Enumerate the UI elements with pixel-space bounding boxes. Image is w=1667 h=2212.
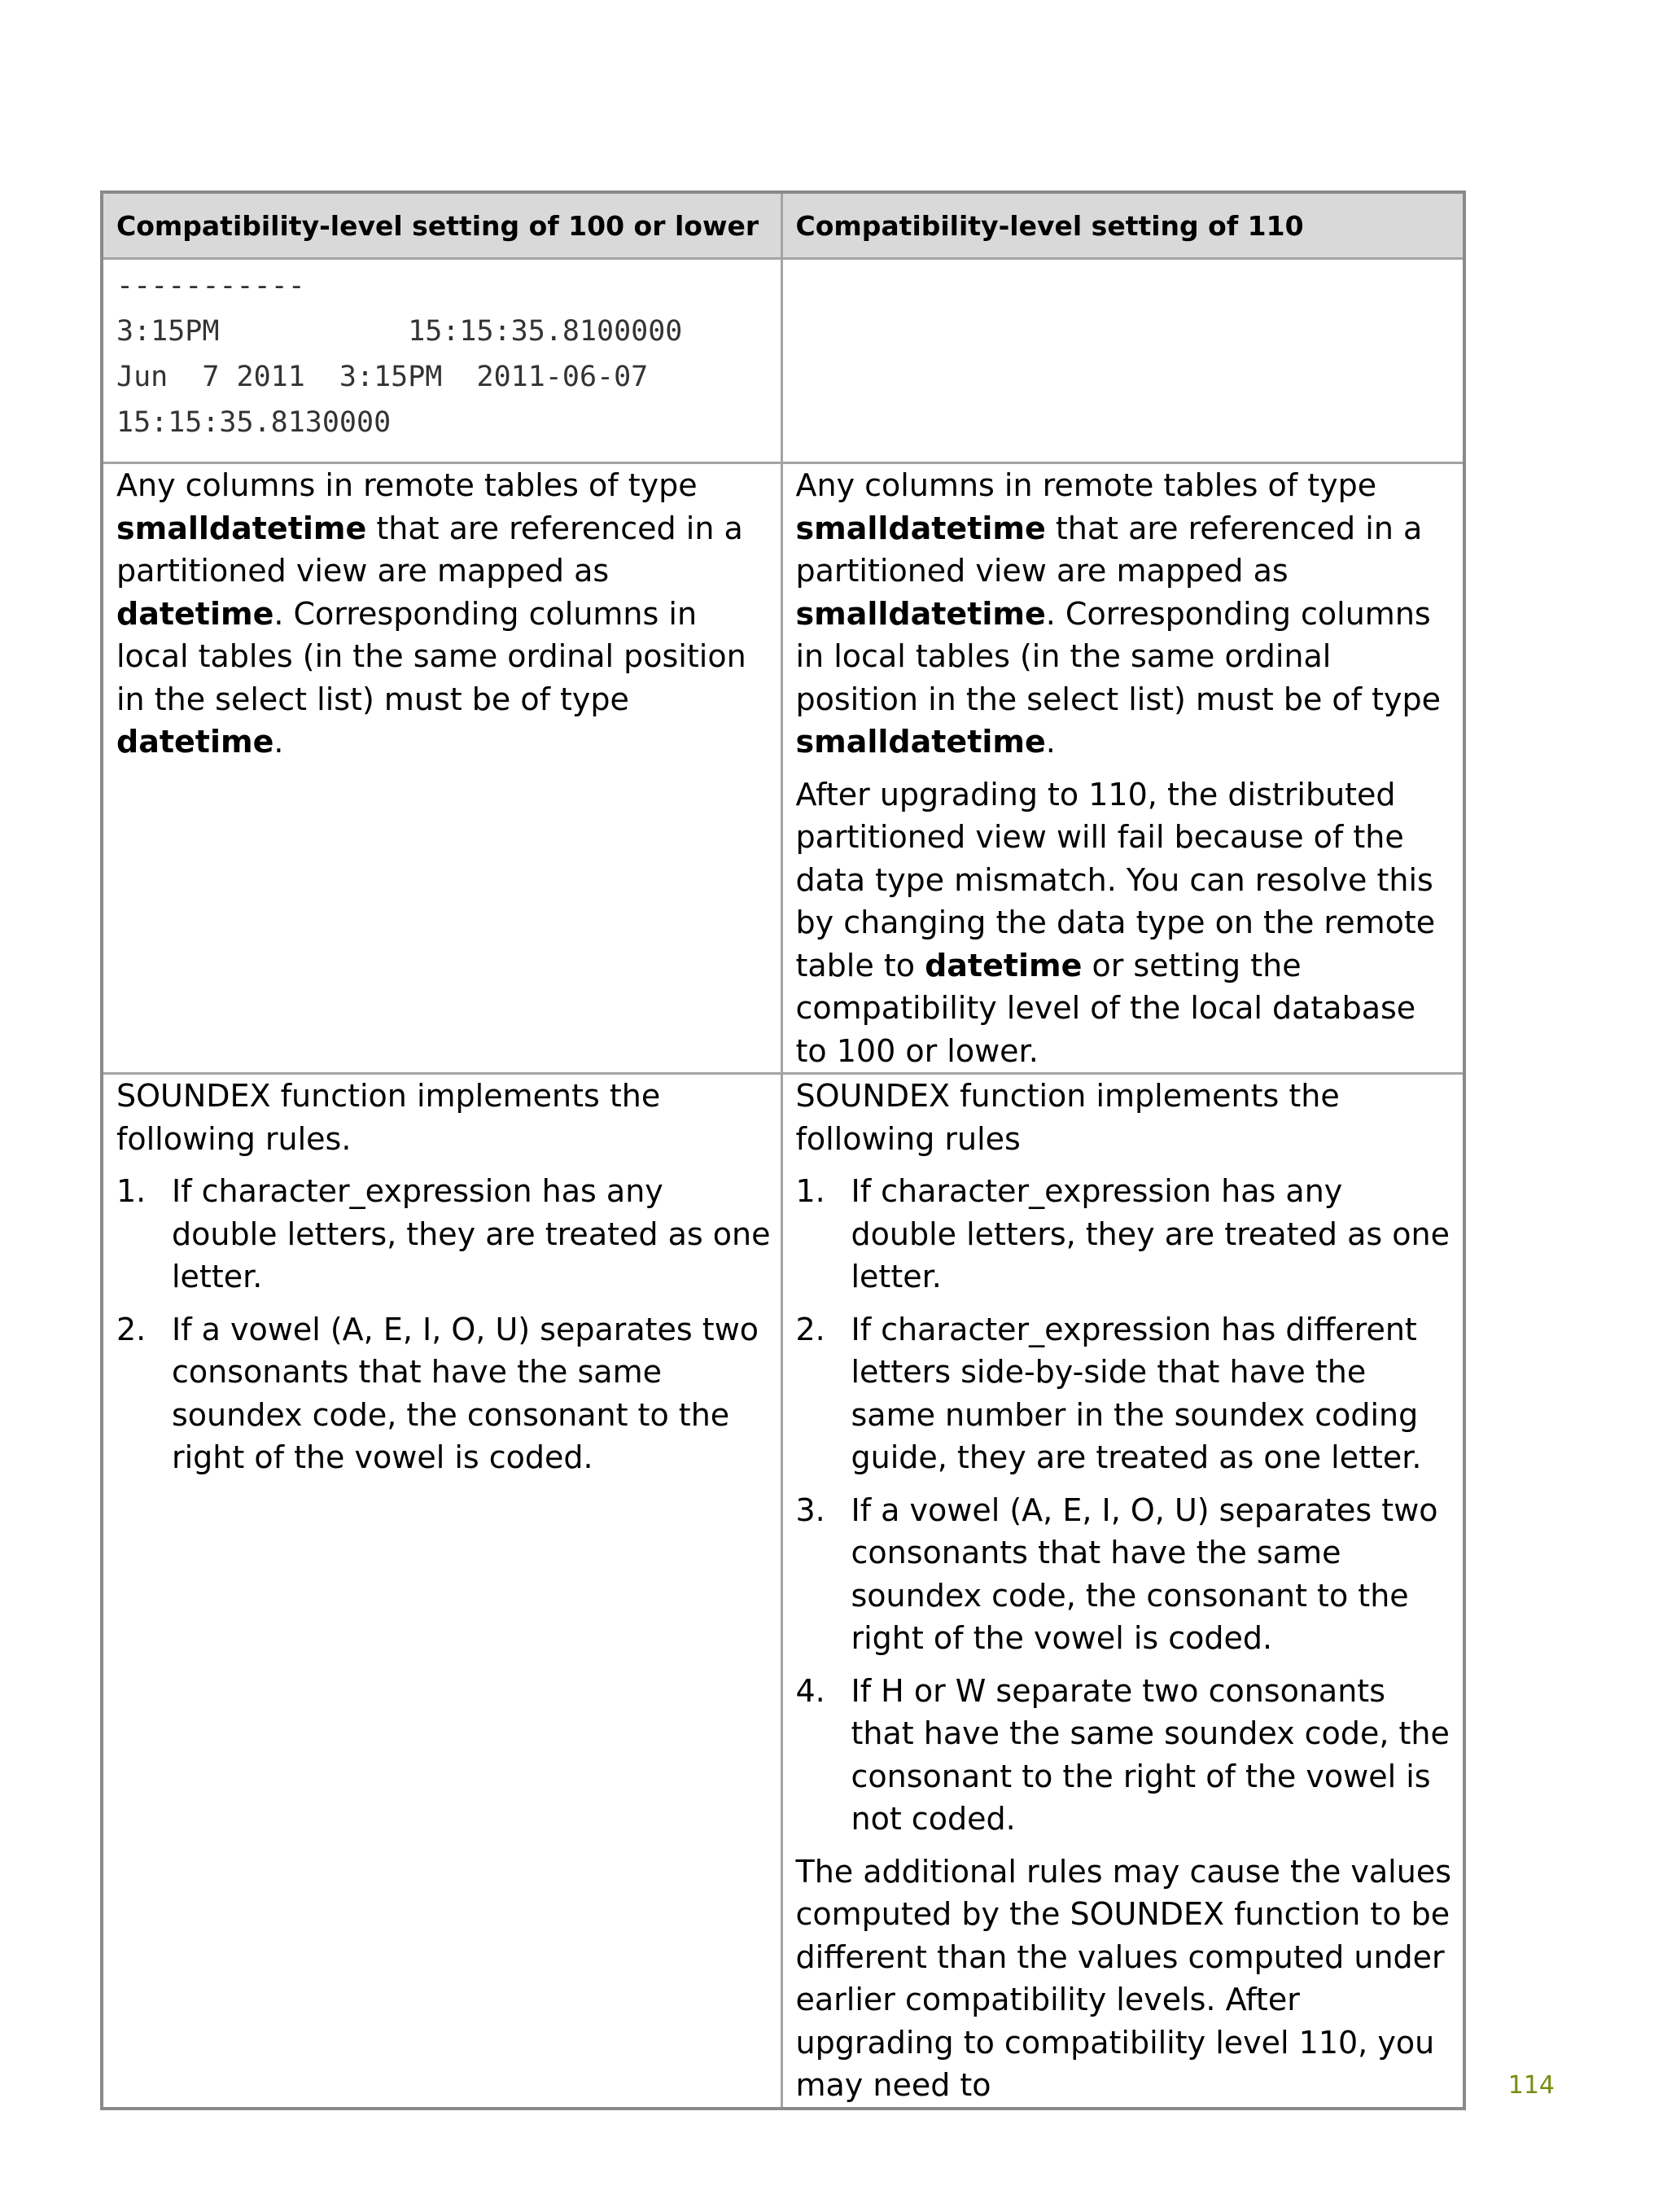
text-run: that are referenced in a partitioned view are mapped as [795, 510, 1423, 589]
list-item [116, 1308, 771, 1479]
table-row [102, 1074, 1464, 2109]
text-run: . Corresponding columns in local tables (in the same ordinal position in the select list) must be of type [116, 595, 746, 717]
text-run: . [273, 724, 284, 760]
page-number: 114 [1507, 2071, 1555, 2100]
list-item-text: If a vowel (A, E, I, O, U) separates two consonants that have the same soundex code, the consonant to the right of the vowel is coded. [851, 1491, 1438, 1656]
datetime-cell-100 [102, 463, 781, 1074]
list-item [796, 1489, 1454, 1660]
list-number: 2. [795, 1311, 825, 1347]
code-line: ----------- [116, 269, 305, 302]
list-item [796, 1170, 1454, 1299]
list-item [116, 1170, 771, 1299]
soundex-cell-110 [781, 1074, 1464, 2109]
soundex-cell-100 [102, 1074, 781, 2109]
empty-cell [781, 259, 1464, 463]
bold-term: datetime [116, 724, 274, 760]
code-line: 15:15:35.8130000 [116, 406, 392, 439]
text-run: After upgrading to 110, the distributed partitioned view will fail because of the data type mismatch. You can resolve this by changing the data type on the remote table to [795, 776, 1436, 983]
list-number: 4. [795, 1672, 825, 1709]
text-run: Any columns in remote tables of type [116, 467, 698, 503]
text-run: . Corresponding columns in local tables (in the same ordinal position in the select list) must be of type [795, 595, 1442, 717]
bold-term: smalldatetime [795, 724, 1046, 760]
text-run: . [1045, 724, 1056, 760]
soundex-intro: SOUNDEX function implements the following rules. [116, 1078, 661, 1157]
paragraph [796, 464, 1454, 764]
list-item-text: If character_expression has different letters side-by-side that have the same number in the soundex coding guide, they are treated as one letter. [851, 1311, 1422, 1475]
paragraph [796, 773, 1454, 1073]
header-level-110: Compatibility-level setting of 110 [781, 192, 1464, 259]
list-item [796, 1670, 1454, 1841]
datetime-cell-110 [781, 463, 1464, 1074]
code-line: Jun 7 2011 3:15PM 2011-06-07 [116, 361, 649, 393]
text-run: or setting the compatibility level of the local database to 100 or lower. [795, 947, 1416, 1069]
list-item-text: If a vowel (A, E, I, O, U) separates two consonants that have the same soundex code, the consonant to the right of the vowel is coded. [172, 1311, 759, 1475]
list-number: 3. [795, 1491, 825, 1528]
list-item-text: If H or W separate two consonants that have the same soundex code, the consonant to the right of the vowel is not coded. [851, 1672, 1450, 1837]
code-output-cell [102, 259, 781, 463]
table-row [102, 463, 1464, 1074]
table-header-row [102, 192, 1464, 259]
list-number: 2. [116, 1311, 147, 1347]
bold-term: datetime [925, 947, 1083, 983]
table-row [102, 259, 1464, 463]
rules-list [116, 1170, 771, 1479]
list-item [796, 1308, 1454, 1479]
soundex-intro: SOUNDEX function implements the following rules [795, 1078, 1340, 1157]
bold-term: smalldatetime [795, 510, 1046, 546]
bold-term: datetime [116, 595, 274, 632]
compatibility-table [100, 191, 1466, 2110]
list-number: 1. [795, 1173, 825, 1209]
soundex-outro: The additional rules may cause the values computed by the SOUNDEX function to be different than the values computed under earlier compatibility levels. After upgrading to compatibility level 110, you may need to [795, 1853, 1451, 2103]
bold-term: smalldatetime [116, 510, 367, 546]
list-item-text: If character_expression has any double letters, they are treated as one letter. [851, 1173, 1450, 1294]
bold-term: smalldatetime [795, 595, 1046, 632]
header-level-100: Compatibility-level setting of 100 or lower [102, 192, 781, 259]
code-line: 3:15PM 15:15:35.8100000 [116, 315, 683, 348]
text-run: Any columns in remote tables of type [795, 467, 1377, 503]
paragraph [116, 464, 771, 764]
rules-list [796, 1170, 1454, 1841]
text-run: that are referenced in a partitioned view are mapped as [116, 510, 743, 589]
list-number: 1. [116, 1173, 147, 1209]
list-item-text: If character_expression has any double letters, they are treated as one letter. [172, 1173, 771, 1294]
